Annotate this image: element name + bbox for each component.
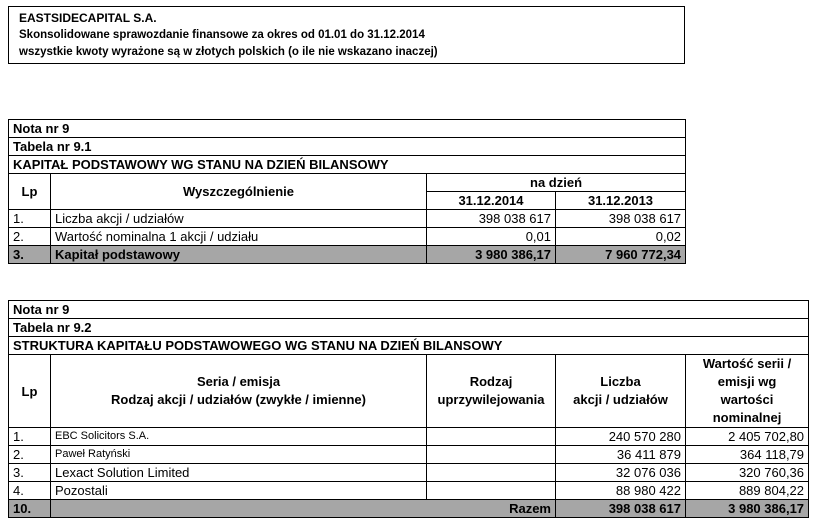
col-date-2013: 31.12.2013	[556, 192, 686, 210]
row-value-2014: 3 980 386,17	[427, 246, 556, 264]
row-shareholder: EBC Solicitors S.A.	[51, 428, 427, 446]
col-description: Wyszczególnienie	[51, 174, 427, 210]
row-privilege	[427, 482, 556, 500]
row-privilege	[427, 464, 556, 482]
row-privilege	[427, 446, 556, 464]
note-number: Nota nr 9	[9, 301, 809, 319]
col-shares-line2: akcji / udziałów	[573, 392, 668, 407]
row-nominal: 320 760,36	[686, 464, 809, 482]
col-series-line2: Rodzaj akcji / udziałów (zwykłe / imienne)	[110, 392, 366, 407]
row-shares: 32 076 036	[556, 464, 686, 482]
row-value-2014: 398 038 617	[427, 210, 556, 228]
table-title: STRUKTURA KAPITAŁU PODSTAWOWEGO WG STANU NA DZIEŃ BILANSOWY	[9, 337, 809, 355]
row-lp: 2.	[9, 446, 51, 464]
table-row	[9, 482, 809, 500]
report-title: Skonsolidowane sprawozdanie finansowe za okres od 01.01 do 31.12.2014	[19, 29, 425, 41]
col-shares-count	[556, 355, 686, 428]
table-row	[9, 446, 809, 464]
table-row	[9, 228, 686, 246]
share-capital-table	[8, 119, 686, 264]
col-nominal-value: Wartość serii / emisji wg wartości nominalnej	[686, 355, 809, 428]
total-lp: 10.	[9, 500, 51, 518]
col-date-2014: 31.12.2014	[427, 192, 556, 210]
row-shareholder: Lexact Solution Limited	[51, 464, 427, 482]
row-shareholder: Paweł Ratyński	[51, 446, 427, 464]
row-value-2013: 7 960 772,34	[556, 246, 686, 264]
row-shares: 88 980 422	[556, 482, 686, 500]
col-shares-line1: Liczba	[600, 374, 641, 389]
col-series-line1: Seria / emisja	[196, 374, 281, 389]
col-lp: Lp	[9, 355, 51, 428]
row-lp: 4.	[9, 482, 51, 500]
col-privilege	[427, 355, 556, 428]
document-header	[8, 6, 685, 64]
row-nominal: 2 405 702,80	[686, 428, 809, 446]
table-row	[9, 464, 809, 482]
row-privilege	[427, 428, 556, 446]
total-nominal: 3 980 386,17	[686, 500, 809, 518]
total-row	[9, 500, 809, 518]
row-lp: 1.	[9, 210, 51, 228]
col-series	[51, 355, 427, 428]
row-value-2014: 0,01	[427, 228, 556, 246]
currency-note: wszystkie kwoty wyrażone są w złotych polskich (o ile nie wskazano inaczej)	[19, 46, 438, 58]
note-number: Nota nr 9	[9, 120, 686, 138]
total-row	[9, 246, 686, 264]
col-lp: Lp	[9, 174, 51, 210]
table-row	[9, 428, 809, 446]
row-lp: 3.	[9, 246, 51, 264]
row-lp: 2.	[9, 228, 51, 246]
col-as-of-date: na dzień	[427, 174, 686, 192]
total-shares: 398 038 617	[556, 500, 686, 518]
row-shares: 240 570 280	[556, 428, 686, 446]
row-shares: 36 411 879	[556, 446, 686, 464]
table-title: KAPITAŁ PODSTAWOWY WG STANU NA DZIEŃ BILANSOWY	[9, 156, 686, 174]
total-label: Razem	[51, 500, 556, 518]
table-number: Tabela nr 9.1	[9, 138, 686, 156]
capital-structure-table	[8, 300, 809, 518]
row-shareholder: Pozostali	[51, 482, 427, 500]
col-privilege-line2: uprzywilejowania	[437, 392, 545, 407]
row-nominal: 889 804,22	[686, 482, 809, 500]
row-lp: 3.	[9, 464, 51, 482]
company-name: EASTSIDECAPITAL S.A.	[19, 11, 157, 25]
table-number: Tabela nr 9.2	[9, 319, 809, 337]
row-value-2013: 398 038 617	[556, 210, 686, 228]
row-nominal: 364 118,79	[686, 446, 809, 464]
row-description: Wartość nominalna 1 akcji / udziału	[51, 228, 427, 246]
row-value-2013: 0,02	[556, 228, 686, 246]
table-row	[9, 210, 686, 228]
row-description: Liczba akcji / udziałów	[51, 210, 427, 228]
row-lp: 1.	[9, 428, 51, 446]
col-privilege-line1: Rodzaj	[469, 374, 513, 389]
row-description: Kapitał podstawowy	[51, 246, 427, 264]
